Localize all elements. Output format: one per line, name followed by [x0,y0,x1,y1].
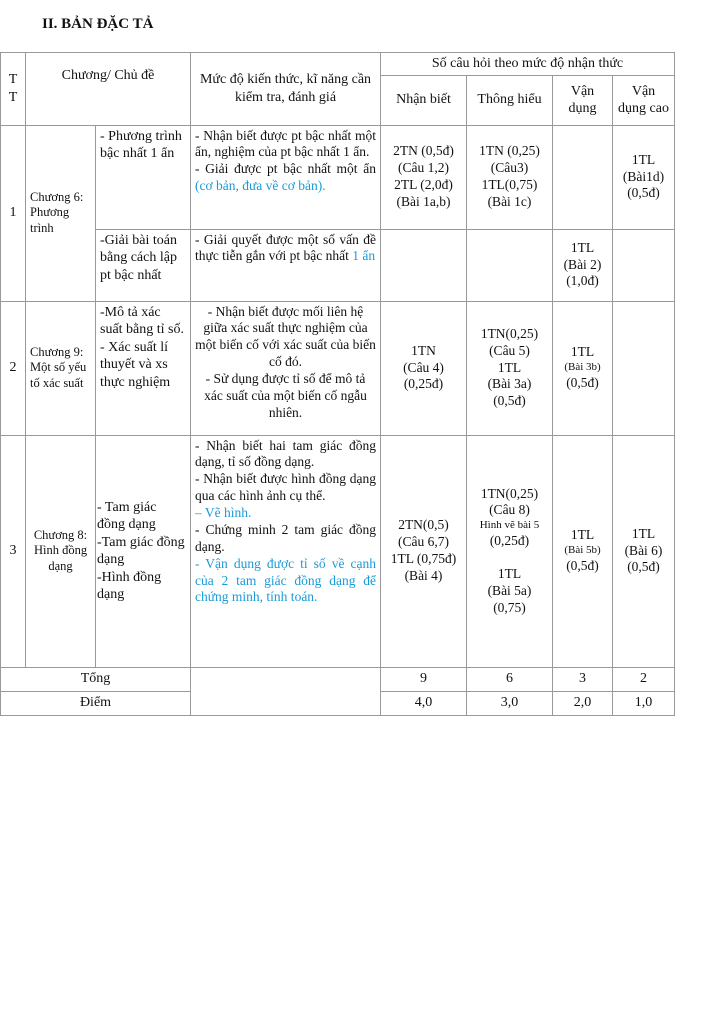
diem-van-dung: 2,0 [553,691,613,715]
row1a-van-dung [553,125,613,229]
diem-nhan-biet: 4,0 [381,691,467,715]
row1b-muc-1: - Giải quyết được một số vấn đề thực tiễn gắn với pt bậc nhất [195,231,376,264]
row1a-nb-line: 2TN (0,5đ) [393,143,454,159]
row2-thong-hieu [467,301,553,435]
row1a-vdc-line: (0,5đ) [627,185,660,201]
header-so-cau: Số câu hỏi theo mức độ nhận thức [381,53,675,76]
header-muc-do: Mức độ kiến thức, kĩ năng cần kiểm tra, đánh giá [191,53,381,126]
row1a-th-line: 1TL(0,75) [481,177,538,192]
row3-chu-de-3: -Hình đồng dạng [97,569,162,602]
row2-th-line: 1TL [497,359,522,375]
row1a-muc-1: - Nhận biết được pt bậc nhất một ẩn, nghiệm của pt bậc nhất 1 ẩn. [195,127,376,160]
row1b-chu-de: -Giải bài toán bằng cách lập pt bậc nhất [96,229,191,301]
tong-thong-hieu: 6 [467,667,553,691]
row3-vd-line: (Bài 5b) [564,544,601,557]
row2-th-line: (Bài 3a) [487,376,532,392]
row1a-muc-2 [195,161,376,195]
row3-vdc-line: 1TL [631,525,656,541]
row1-tt: 1 [1,125,26,301]
row3-th-line: 1TN(0,25) [480,485,539,501]
row1b-van-dung-cao [613,229,675,301]
row3-nb-line: 2TN(0,5) [398,517,449,533]
row3-thong-hieu [467,435,553,667]
row3-muc-1: - Nhận biết hai tam giác đồng dạng, tỉ số đồng dạng. [195,437,376,470]
row1a-nb-line: 2TL (2,0đ) [394,177,453,192]
row3-th-line: (Câu 8) [489,502,530,518]
header-tt: T T [1,53,26,126]
row3-van-dung [553,435,613,667]
row1a-van-dung-cao [613,125,675,229]
row3-chu-de-1: - Tam giác đồng dạng [97,499,157,532]
tong-label: Tổng [1,667,191,691]
row3-th-spacer [471,550,548,566]
row3-muc-4: - Chứng minh 2 tam giác đồng dạng. [195,521,376,554]
row3-nb-line: (Bài 4) [404,567,443,583]
row2-nb-line: 1TN [411,342,436,358]
row3-vd-line: 1TL [570,527,595,543]
row3-th-line: 1TL [497,565,522,581]
row2-th-line: (0,5đ) [493,393,526,409]
row2-th-line: 1TN(0,25) [480,325,539,341]
row2-van-dung [553,301,613,435]
row2-nb-line: (0,25đ) [403,376,444,392]
header-van-dung: Vận dụng [553,75,613,125]
row3-th-line: (0,25đ) [489,533,530,548]
row1b-vd-line: 1TL [570,239,595,255]
row1a-nb-line: (Bài 1a,b) [396,193,451,209]
row2-vd-line: (0,5đ) [566,374,599,390]
row1-chuong: Chương 6: Phương trình [26,125,96,301]
row1b-muc-1-blue: 1 ẩn [352,248,376,264]
diem-thong-hieu: 3,0 [467,691,553,715]
totals-blank [191,667,381,715]
specification-table [0,52,675,716]
row1a-nb-line: (Câu 1,2) [398,160,449,176]
row1b-vd-line: (1,0đ) [566,273,599,289]
row3-tt: 3 [1,435,26,667]
header-chuong: Chương/ Chủ đề [26,53,191,126]
row2-chu-de-2: - Xác suất lí thuyết và xs thực nghiệm [100,339,171,390]
row2-nhan-biet [381,301,467,435]
tong-van-dung-cao: 2 [613,667,675,691]
row3-muc-3: – Vẽ hình. [195,505,252,520]
row2-tt: 2 [1,301,26,435]
row2-nb-line: (Câu 4) [403,359,444,375]
row2-chuong: Chương 9: Một số yếu tố xác suất [26,301,96,435]
row2-th-line: (Câu 5) [489,342,530,358]
section-heading: II. BẢN ĐẶC TẢ [42,16,154,32]
row3-th-line: (0,75) [493,599,526,615]
row1b-nhan-biet [381,229,467,301]
row1a-th-line: (Bài 1c) [487,193,532,209]
diem-label: Điểm [1,691,191,715]
row3-vdc-line: (Bài 6) [624,542,663,558]
row1a-th-line: (Câu3) [490,160,529,176]
row2-van-dung-cao [613,301,675,435]
header-thong-hieu: Thông hiểu [467,75,553,125]
row3-nb-line: 1TL (0,75đ) [390,551,457,566]
row3-nhan-biet [381,435,467,667]
tong-van-dung: 3 [553,667,613,691]
row3-th-line: (Bài 5a) [487,582,532,598]
row1a-nhan-biet [381,125,467,229]
row1a-vdc-line: 1TL [631,151,656,167]
row1a-muc-2-text: - Giải được pt bậc nhất một ẩn [195,161,376,177]
row3-vdc-line: (0,5đ) [627,559,660,575]
row2-muc-2: - Sử dụng được tỉ số để mô tả xác suất của một biến cố ngẫu nhiên. [204,371,367,420]
row1b-thong-hieu [467,229,553,301]
row1a-muc-2-blue: (cơ bản, đưa về cơ bản). [195,178,326,194]
diem-van-dung-cao: 1,0 [613,691,675,715]
row3-chu-de-2: -Tam giác đồng dạng [97,534,185,567]
header-van-dung-cao: Vận dụng cao [613,75,675,125]
row1a-th-line: 1TN (0,25) [479,143,540,159]
row2-vd-line: 1TL [570,344,595,360]
row2-muc-1: - Nhận biết được mối liên hệ giữa xác suất thực nghiệm của một biến cố với xác suất của biến cố đó. [195,303,376,370]
row1a-chu-de: - Phương trình bậc nhất 1 ẩn [96,125,191,229]
row2-chu-de-1: -Mô tả xác suất bằng tỉ số. [100,304,184,337]
row3-van-dung-cao [613,435,675,667]
tong-nhan-biet: 9 [381,667,467,691]
row1b-vd-line: (Bài 2) [563,256,602,272]
row3-chuong: Chương 8: Hình đồng dạng [26,435,96,667]
row1b-van-dung [553,229,613,301]
row3-nb-line: (Câu 6,7) [398,534,449,550]
row1a-vdc-line: (Bài1d) [622,168,665,184]
row3-vd-line: (0,5đ) [566,557,599,573]
row3-th-line: Hình vẽ bài 5 [479,519,540,532]
header-nhan-biet: Nhận biết [381,75,467,125]
row3-muc-2: - Nhận biết được hình đồng dạng qua các hình ảnh cụ thể. [195,471,376,504]
row1a-thong-hieu [467,125,553,229]
row2-vd-line: (Bài 3b) [564,361,601,374]
row3-muc-5: - Vận dụng được tỉ số về cạnh của 2 tam giác đồng dạng để chứng minh, tính toán. [195,555,376,605]
